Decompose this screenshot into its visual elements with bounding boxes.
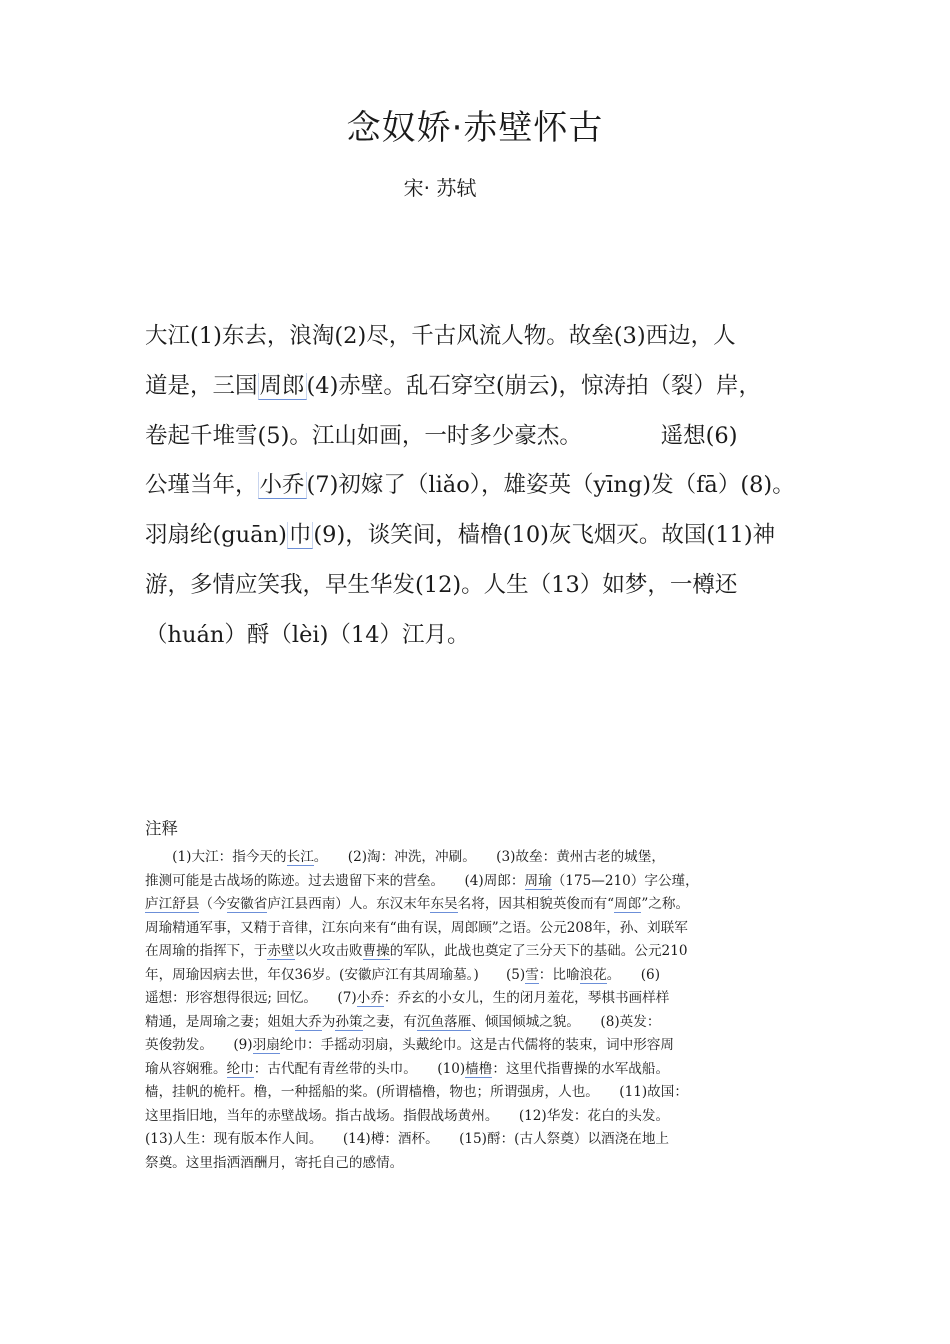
hyperlink-lujiangshuxian[interactable]: 庐江舒县 (145, 896, 200, 912)
note-line (145, 1034, 810, 1058)
note-text: 之妻，有 (362, 1013, 417, 1030)
hyperlink-chibi[interactable]: 赤壁 (267, 943, 295, 959)
note-line (145, 846, 810, 870)
note-line (145, 870, 810, 894)
poem-author: 宋· 苏轼 (403, 176, 477, 200)
note-line (145, 987, 810, 1011)
note-text: 庐江县西南）人。东汉末年 (267, 896, 431, 912)
note-line: 周瑜精通军事，又精于音律，江东向来有“曲有误，周郎顾”之语。公元208年，孙、刘联军 (145, 919, 688, 936)
poem-line: （huán）酹（lèi)（14）江月。 (145, 621, 470, 648)
note-line: 樯，挂帆的桅杆。橹，一种摇船的桨。(所谓樯橹，物也；所谓强虏，人也。 (11)故国： (145, 1084, 688, 1100)
hyperlink-zhoulang-note[interactable]: 周郎 (614, 896, 642, 912)
hyperlink-zhouyu[interactable]: 周瑜 (524, 872, 552, 889)
poem-line (145, 511, 810, 561)
note-text: 瑜从容娴雅。 (145, 1060, 227, 1077)
hyperlink-xiaoqiao-note[interactable]: 小乔 (356, 990, 384, 1006)
note-line (145, 940, 810, 964)
note-text: 的军队，此战也奠定了三分天下的基础。公元210 (389, 943, 688, 959)
note-text: 以火攻击败 (294, 943, 363, 959)
hyperlink-guanjin[interactable]: 纶巾 (226, 1060, 254, 1077)
poem-text: (4)赤壁。乱石穿空(崩云)，惊涛拍（裂）岸， (306, 372, 761, 399)
hyperlink-zhoulang[interactable]: 周郎 (259, 372, 305, 399)
poem-text: (9)，谈笑间，樯橹(10)灰飞烟灭。故国(11)神 (313, 522, 776, 549)
hyperlink-langhua[interactable]: 浪花 (579, 966, 607, 983)
hyperlink-changjiang[interactable]: 长江 (286, 849, 314, 865)
note-text: 年，周瑜因病去世，年仅36岁。(安徽庐江有其周瑜墓。) (5) (145, 966, 526, 983)
hyperlink-anhui[interactable]: 安徽省 (226, 896, 268, 912)
note-line: (13)人生：现有版本作人间。 (14)樽：酒杯。 (15)酹：(古人祭奠）以酒浇在地上 (145, 1131, 670, 1147)
note-line: 祭奠。这里指洒酒酬月，寄托自己的感情。 (145, 1154, 404, 1171)
note-text: ：这里代指曹操的水军战船。 (492, 1060, 670, 1077)
note-text: 、倾国倾城之貌。 (8)英发： (471, 1013, 661, 1030)
hyperlink-chenyuluoyan[interactable]: 沉鱼落雁 (416, 1013, 472, 1030)
poem-body (145, 312, 810, 661)
note-line (145, 893, 810, 917)
note-text: ：乔玄的小女儿，生的闭月羞花，琴棋书画样样 (383, 990, 670, 1006)
note-text: （今 (199, 896, 227, 912)
hyperlink-xiaoqiao[interactable]: 小乔 (259, 472, 305, 499)
poem-line: 大江(1)东去，浪淘(2)尽，千古风流人物。故垒(3)西边，人 (145, 323, 736, 349)
note-text: 推测可能是古战场的陈迹。过去遗留下来的营垒。 (4)周郎： (145, 872, 525, 889)
hyperlink-xue[interactable]: 雪 (525, 966, 539, 983)
poem-line: 游，多情应笑我，早生华发(12)。人生（13）如梦，一樽还 (145, 571, 738, 598)
notes-heading: 注释 (145, 819, 178, 838)
poem-line: 卷起千堆雪(5)。江山如画，一时多少豪杰。 遥想(6) (145, 422, 738, 449)
poem-line (145, 461, 810, 511)
note-line (145, 964, 810, 988)
note-text: （175—210）字公瑾， (551, 872, 699, 889)
note-text: (1)大江：指今天的 (145, 849, 287, 865)
note-text: 。 (2)淘：冲洗，冲刷。 (3)故垒：黄州古老的城堡， (313, 849, 665, 865)
hyperlink-yushan[interactable]: 羽扇 (252, 1037, 280, 1053)
note-text: 名将，因其相貌英俊而有“ (457, 896, 615, 912)
poem-text: 道是，三国 (145, 372, 258, 399)
notes-body (145, 846, 810, 1175)
note-text: 为 (321, 1013, 336, 1030)
hyperlink-daqiao[interactable]: 大乔 (294, 1013, 322, 1030)
poem-text: (7)初嫁了（liǎo），雄姿英（yīng)发（fā）(8)。 (306, 472, 795, 499)
note-text: ：古代配有青丝带的头巾。 (10) (253, 1060, 466, 1077)
poem-text: 羽扇纶(guān) (145, 522, 287, 549)
hyperlink-caocao[interactable]: 曹操 (362, 943, 390, 959)
note-text: 遥想：形容想得很远; 回忆。 (7) (145, 990, 357, 1006)
note-text: 在周瑜的指挥下，于 (145, 943, 268, 959)
note-text: 精通，是周瑜之妻；姐姐 (145, 1013, 295, 1030)
note-line (145, 1011, 810, 1035)
note-text: ”之称。 (641, 896, 690, 912)
poem-title: 念奴娇·赤壁怀古 (346, 108, 604, 148)
note-line: 这里指旧地，当年的赤壁战场。指古战场。指假战场黄州。 (12)华发：花白的头发。 (145, 1107, 670, 1124)
note-text: 纶巾：手摇动羽扇，头戴纶巾。这是古代儒将的装束，词中形容周 (279, 1037, 675, 1053)
hyperlink-dongwu[interactable]: 东吴 (430, 896, 458, 912)
note-text: ：比喻 (538, 966, 580, 983)
hyperlink-qianglu[interactable]: 樯橹 (465, 1060, 493, 1077)
note-line (145, 1058, 810, 1082)
note-text: 英俊勃发。 (9) (145, 1037, 253, 1053)
poem-text: 公瑾当年， (145, 472, 258, 499)
note-text: 。 (6) (606, 966, 661, 983)
hyperlink-jin[interactable]: 巾 (288, 522, 312, 549)
poem-line (145, 362, 810, 412)
hyperlink-sunce[interactable]: 孙策 (335, 1013, 363, 1030)
